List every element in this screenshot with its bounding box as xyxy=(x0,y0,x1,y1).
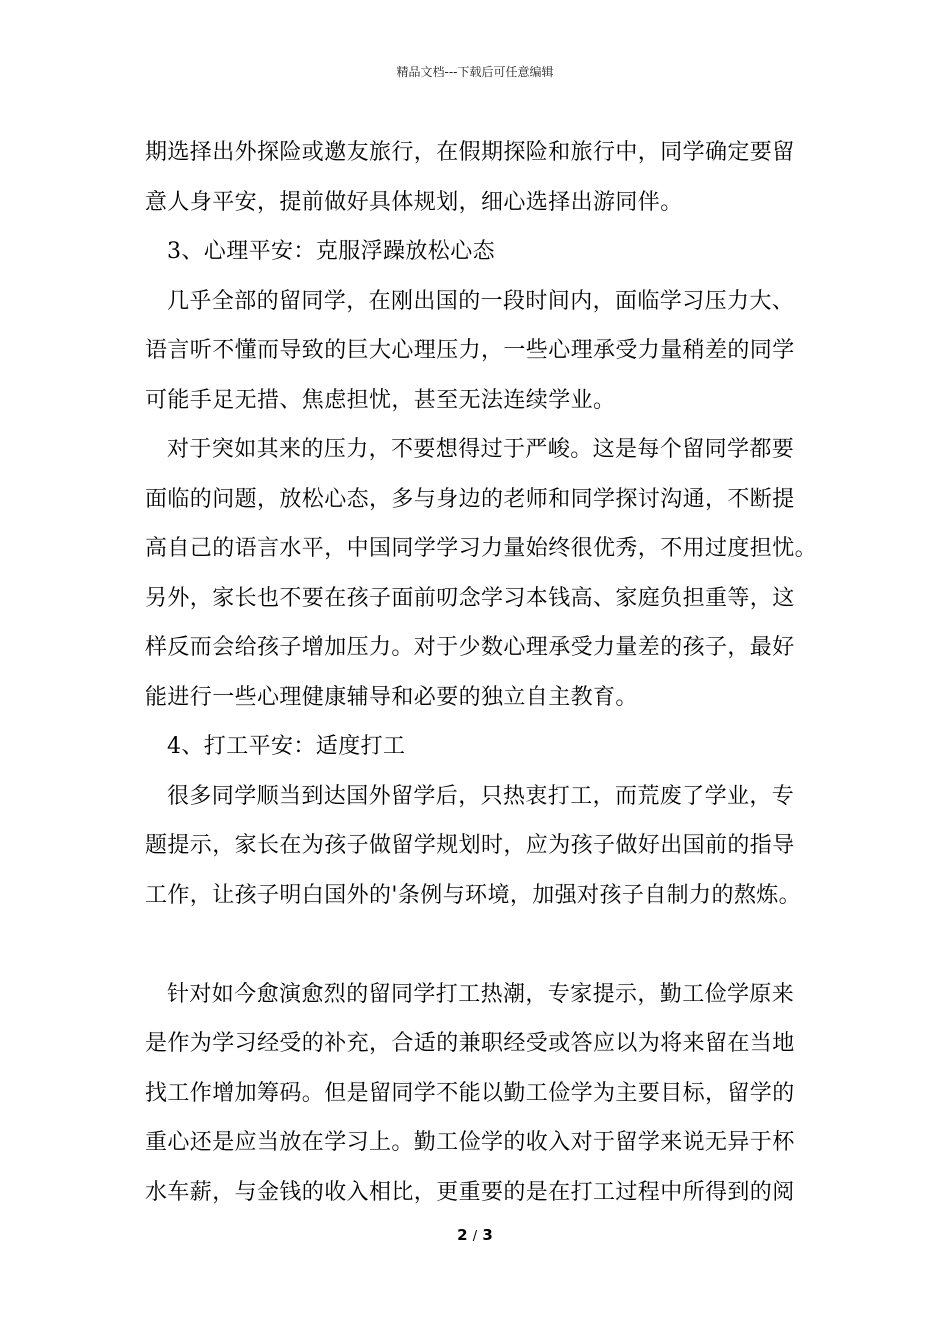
text-line: 水车薪，与金钱的收入相比，更重要的是在打工过程中所得到的阅 xyxy=(145,1179,795,1205)
text-line: 对于突如其来的压力，不要想得过于严峻。这是每个留同学都要 xyxy=(167,437,795,462)
document-body xyxy=(145,128,835,1217)
text-line: 很多同学顺当到达国外留学后，只热衷打工，而荒废了学业，专 xyxy=(167,783,795,809)
page-total: 3 xyxy=(482,1226,493,1244)
section-heading: 3、心理平安：克服浮躁放松心态 xyxy=(167,239,495,264)
header-text: 精品文档---下载后可任意编辑 xyxy=(396,65,554,79)
text-line: 几乎全部的留同学，在刚出国的一段时间内，面临学习压力大、 xyxy=(167,288,795,314)
text-line: 能进行一些心理健康辅导和必要的独立自主教育。 xyxy=(145,684,638,710)
page-current: 2 xyxy=(457,1226,468,1244)
text-line: 针对如今愈演愈烈的留同学打工热潮，专家提示，勤工俭学原来 xyxy=(167,981,795,1007)
text-line: 工作，让孩子明白国外的'条例与环境，加强对孩子自制力的熬炼。 xyxy=(145,882,802,908)
blank-line xyxy=(145,920,835,970)
section-heading: 4、打工平安：适度打工 xyxy=(167,734,406,759)
text-line: 可能手足无措、焦虑担忧，甚至无法连续学业。 xyxy=(145,387,616,413)
text-line: 另外，家长也不要在孩子面前叨念学习本钱高、家庭负担重等，这 xyxy=(145,585,795,611)
text-line: 样反而会给孩子增加压力。对于少数心理承受力量差的孩子，最好 xyxy=(145,635,795,660)
text-line: 高自己的语言水平，中国同学学习力量始终很优秀，不用过度担忧。 xyxy=(145,536,818,561)
text-line: 面临的问题，放松心态，多与身边的老师和同学探讨沟通，不断提 xyxy=(145,486,795,512)
text-line: 语言听不懂而导致的巨大心理压力，一些心理承受力量稍差的同学 xyxy=(145,338,795,363)
page-number xyxy=(0,1226,950,1244)
text-line: 意人身平安，提前做好具体规划，细心选择出游同伴。 xyxy=(145,189,683,215)
page-separator: / xyxy=(472,1229,478,1244)
text-line: 期选择出外探险或邀友旅行，在假期探险和旅行中，同学确定要留 xyxy=(145,140,795,165)
text-line: 找工作增加筹码。但是留同学不能以勤工俭学为主要目标，留学的 xyxy=(145,1080,795,1106)
page-header xyxy=(0,64,950,80)
text-line: 重心还是应当放在学习上。勤工俭学的收入对于留学来说无异于杯 xyxy=(145,1130,795,1155)
text-line: 是作为学习经受的补充，合适的兼职经受或答应以为将来留在当地 xyxy=(145,1031,795,1056)
text-line: 题提示，家长在为孩子做留学规划时，应为孩子做好出国前的指导 xyxy=(145,833,795,858)
